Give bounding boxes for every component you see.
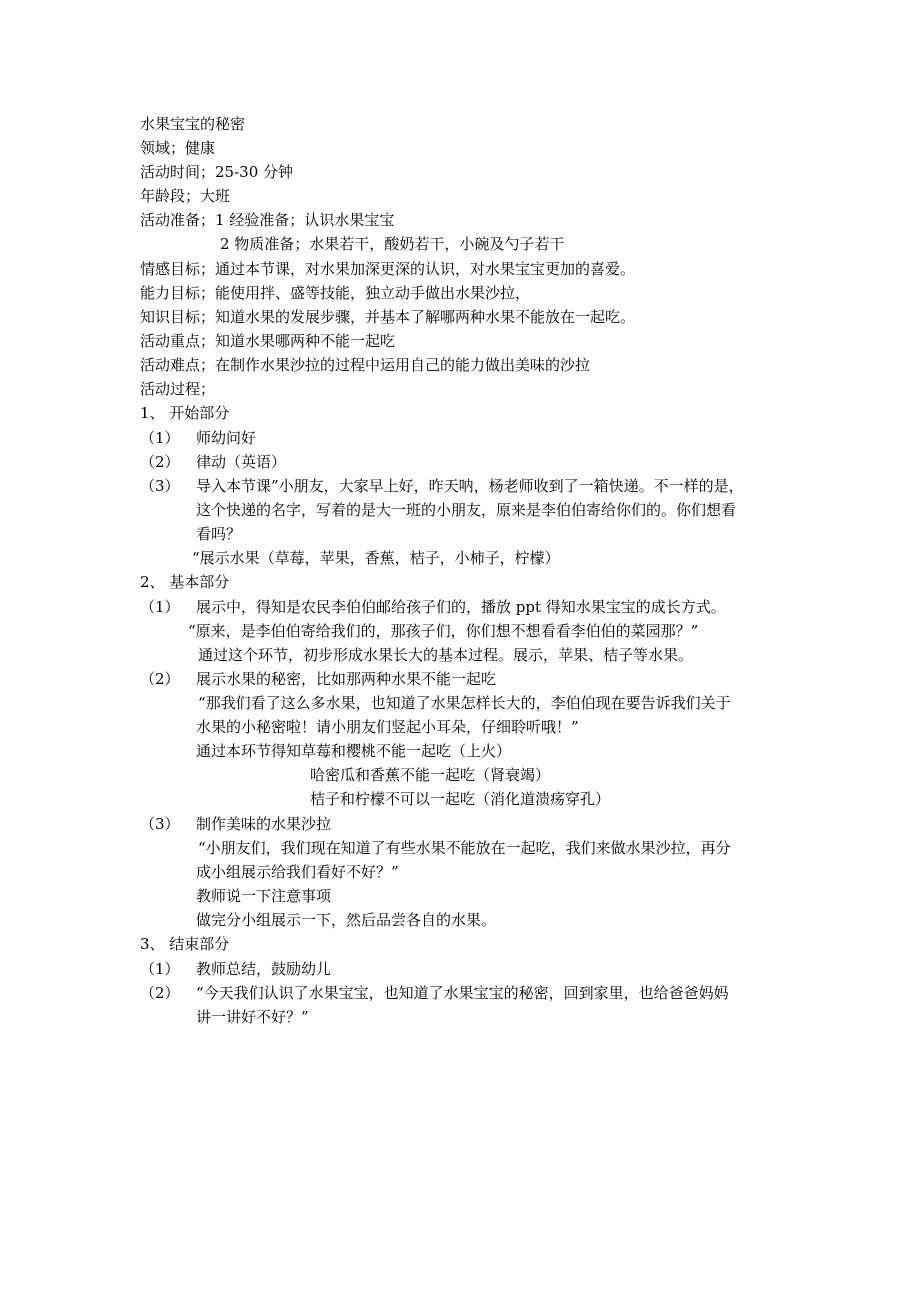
item-line: 师幼问好 — [196, 429, 257, 447]
item-number: （3） — [140, 815, 180, 833]
item-line: 通过这个环节，初步形成水果长大的基本过程。展示，苹果、桔子等水果。 — [198, 646, 694, 664]
item-line: 水果的小秘密啦！请小朋友们竖起小耳朵，仔细聆听哦！” — [196, 718, 579, 736]
item-line: “小朋友们，我们现在知道了有些水果不能放在一起吃，我们来做水果沙拉，再分 — [198, 839, 731, 857]
item-line: 讲一讲好不好？” — [196, 1008, 309, 1026]
field-key-point: 活动重点；知道水果哪两种不能一起吃 — [140, 332, 396, 350]
item-line: “今天我们认识了水果宝宝，也知道了水果宝宝的秘密，回到家里，也给爸爸妈妈 — [196, 984, 729, 1002]
item-number: （1） — [140, 960, 180, 978]
item-line: 导入本节课”小朋友，大家早上好，昨天呐，杨老师收到了一箱快递。不一样的是， — [196, 477, 744, 495]
item-number: （2） — [140, 453, 180, 471]
field-process-label: 活动过程； — [140, 380, 216, 398]
item-number: （1） — [140, 429, 180, 447]
item-line: “原来，是李伯伯寄给我们的，那孩子们，你们想不想看看李伯伯的菜园那？” — [188, 622, 699, 640]
item-number: （3） — [140, 477, 180, 495]
item-line: 哈密瓜和香蕉不能一起吃（肾衰竭） — [310, 766, 551, 784]
section-heading: 2、 基本部分 — [140, 573, 230, 591]
field-goal-emotion: 情感目标；通过本节课，对水果加深更深的认识，对水果宝宝更加的喜爱。 — [140, 260, 636, 278]
item-line: “那我们看了这么多水果，也知道了水果怎样长大的，李伯伯现在要告诉我们关于 — [198, 694, 731, 712]
item-line: 展示水果的秘密，比如那两种水果不能一起吃 — [196, 670, 497, 688]
field-goal-ability: 能力目标；能使用拌、盛等技能，独立动手做出水果沙拉， — [140, 284, 531, 302]
field-preparation-2: 2 物质准备；水果若干，酸奶若干，小碗及勺子若干 — [220, 235, 565, 253]
section-heading: 3、 结束部分 — [140, 935, 230, 953]
document-title: 水果宝宝的秘密 — [140, 115, 246, 133]
field-age-group: 年龄段；大班 — [140, 187, 231, 205]
item-line: 教师总结，鼓励幼儿 — [196, 960, 332, 978]
item-line: 制作美味的水果沙拉 — [196, 815, 332, 833]
field-duration: 活动时间；25-30 分钟 — [140, 163, 294, 181]
item-line: 教师说一下注意事项 — [196, 887, 332, 905]
item-line: 展示中，得知是农民李伯伯邮给孩子们的，播放 ppt 得知水果宝宝的成长方式。 — [196, 598, 726, 616]
field-difficulty: 活动难点；在制作水果沙拉的过程中运用自己的能力做出美味的沙拉 — [140, 356, 591, 374]
section-heading: 1、 开始部分 — [140, 404, 230, 422]
field-goal-knowledge: 知识目标；知道水果的发展步骤，并基本了解哪两种水果不能放在一起吃。 — [140, 308, 636, 326]
item-line: 成小组展示给我们看好不好？” — [196, 863, 399, 881]
item-line: 桔子和柠檬不可以一起吃（消化道溃疡穿孔） — [310, 790, 611, 808]
item-line: 看吗？ — [196, 525, 242, 543]
field-preparation-1: 活动准备；1 经验准备；认识水果宝宝 — [140, 211, 395, 229]
item-number: （1） — [140, 598, 180, 616]
item-line: 做完分小组展示一下，然后品尝各自的水果。 — [196, 911, 497, 929]
item-line: 通过本环节得知草莓和樱桃不能一起吃（上火） — [196, 742, 512, 760]
item-line: 律动（英语） — [196, 453, 287, 471]
item-number: （2） — [140, 984, 180, 1002]
item-line: 这个快递的名字，写着的是大一班的小朋友，原来是李伯伯寄给你们的。你们想看 — [196, 501, 737, 519]
field-domain: 领域；健康 — [140, 139, 216, 157]
item-number: （2） — [140, 670, 180, 688]
item-line: “展示水果（草莓，苹果，香蕉，桔子，小柿子，柠檬） — [192, 549, 560, 567]
